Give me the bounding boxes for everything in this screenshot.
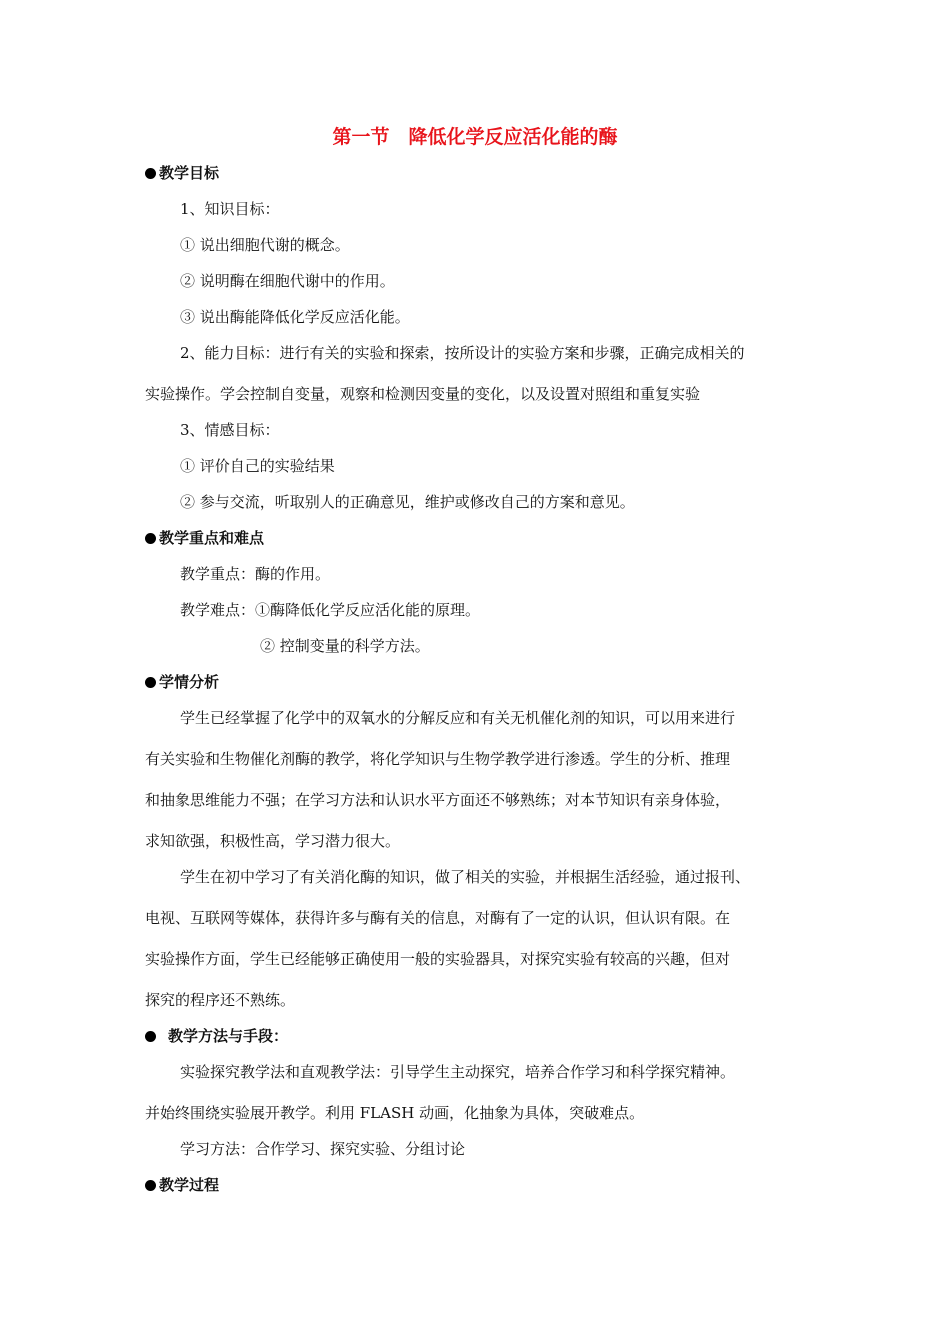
- difficulty-text: 教学难点：①酶降低化学反应活化能的原理。: [180, 601, 481, 619]
- focus-text: 教学重点：酶的作用。: [180, 565, 331, 583]
- heading-text: 学情分析: [159, 673, 220, 691]
- heading-text: 教学目标: [159, 164, 220, 182]
- section-heading-objectives: [145, 163, 219, 183]
- paragraph-line: 学生在初中学习了有关消化酶的知识，做了相关的实验，并根据生活经验，通过报刊、: [180, 868, 751, 886]
- knowledge-item: ② 说明酶在细胞代谢中的作用。: [180, 272, 395, 290]
- difficulty-text: ② 控制变量的科学方法。: [260, 637, 430, 655]
- emotion-item: ② 参与交流，听取别人的正确意见，维护或修改自己的方案和意见。: [180, 493, 635, 511]
- paragraph-line: 电视、互联网等媒体，获得许多与酶有关的信息，对酶有了一定的认识，但认识有限。在: [145, 909, 731, 927]
- ability-line: 2、能力目标：进行有关的实验和探索，按所设计的实验方案和步骤，正确完成相关的: [180, 344, 745, 362]
- section-heading-process: [145, 1175, 219, 1195]
- methods-line: 实验探究教学法和直观教学法：引导学生主动探究，培养合作学习和科学探究精神。: [180, 1063, 736, 1081]
- knowledge-label: 1、知识目标：: [180, 200, 280, 218]
- bullet-icon: [145, 168, 156, 179]
- methods-line: 并始终围绕实验展开教学。利用 FLASH 动画，化抽象为具体，突破难点。: [145, 1104, 645, 1122]
- section-heading-key-points: [145, 528, 264, 548]
- knowledge-item: ③ 说出酶能降低化学反应活化能。: [180, 308, 410, 326]
- section-heading-methods: [145, 1026, 288, 1046]
- paragraph-line: 探究的程序还不熟练。: [145, 991, 296, 1009]
- emotion-item: ① 评价自己的实验结果: [180, 457, 335, 475]
- heading-text: 教学重点和难点: [159, 529, 265, 547]
- ability-line: 实验操作。学会控制自变量，观察和检测因变量的变化，以及设置对照组和重复实验: [145, 385, 701, 403]
- bullet-icon: [145, 1031, 156, 1042]
- heading-text: 教学过程: [159, 1176, 220, 1194]
- bullet-icon: [145, 677, 156, 688]
- emotion-label: 3、情感目标：: [180, 421, 280, 439]
- bullet-icon: [145, 533, 156, 544]
- page-title: 第一节 降低化学反应活化能的酶: [332, 126, 618, 148]
- heading-text: 教学方法与手段：: [168, 1027, 289, 1045]
- paragraph-line: 学生已经掌握了化学中的双氧水的分解反应和有关无机催化剂的知识，可以用来进行: [180, 709, 736, 727]
- bullet-icon: [145, 1180, 156, 1191]
- study-methods: 学习方法：合作学习、探究实验、分组讨论: [180, 1140, 466, 1158]
- paragraph-line: 和抽象思维能力不强；在学习方法和认识水平方面还不够熟练；对本节知识有亲身体验，: [145, 791, 731, 809]
- section-heading-analysis: [145, 672, 219, 692]
- paragraph-line: 实验操作方面，学生已经能够正确使用一般的实验器具，对探究实验有较高的兴趣，但对: [145, 950, 731, 968]
- knowledge-item: ① 说出细胞代谢的概念。: [180, 236, 350, 254]
- paragraph-line: 有关实验和生物催化剂酶的教学，将化学知识与生物学教学进行渗透。学生的分析、推理: [145, 750, 731, 768]
- paragraph-line: 求知欲强，积极性高，学习潜力很大。: [145, 832, 401, 850]
